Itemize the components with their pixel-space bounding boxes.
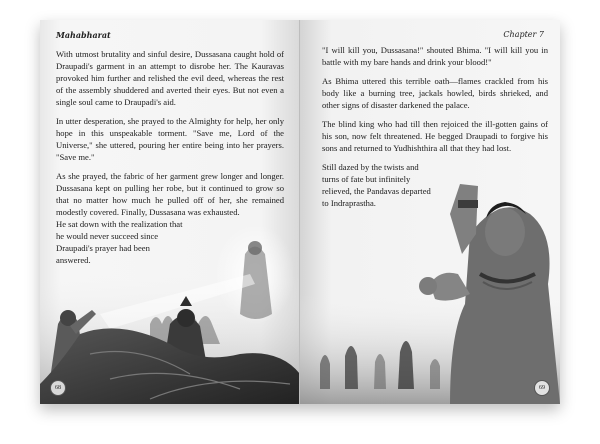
chapter-header: Chapter 7 — [503, 30, 544, 39]
bhima-oath-illustration — [300, 174, 560, 404]
page-number: 69 — [534, 380, 550, 396]
paragraph: "I will kill you, Dussasana!" shouted Bhima. "I will kill you in battle with my bare hands and drink your blood!" — [322, 45, 548, 67]
page-number: 68 — [50, 380, 66, 396]
text-line: Draupadi's prayer had been — [56, 243, 150, 253]
paragraph: The blind king who had till then rejoiced the ill-gotten gains of his son, now felt threatened. He begged Draupadi to forgive his sons and returned to Yudhishthira all that they had lost. — [322, 119, 548, 153]
text-line: He sat down with the realization that — [56, 219, 183, 229]
open-book — [40, 20, 560, 404]
paragraph: As she prayed, the fabric of her garment grew longer and longer. Dussasana kept on pulling her robe, but it continued to grow so that no matter how much he pulled off of her, she remained modestly covered. Finally, Dussasana was exhausted. — [56, 171, 284, 217]
paragraph: As Bhima uttered this terrible oath—flames crackled from his body like a burning tree, jackals howled, birds shrieked, and other signs of disaster darkened the palace. — [322, 76, 548, 110]
draupadi-disrobing-illustration — [40, 214, 300, 404]
book-title-header: Mahabharat — [56, 30, 111, 40]
right-page — [300, 20, 560, 404]
closing-paragraph: Still dazed by the twists and turns of fate but infinitely relieved, the Pandavas departed to Indraprastha. — [322, 162, 431, 208]
paragraph: In utter desperation, she prayed to the Almighty for help, her only hope in this unspeakable torment. "Save me, Lord of the Universe," she uttered, pouring her entire being into her prayers. "Save me." — [56, 116, 284, 162]
paragraph: With utmost brutality and sinful desire, Dussasana caught hold of Draupadi's garment in an attempt to disrobe her. The Kauravas provoked him further and relished the evil deed, whereas the rest of the assembly shuddered and averted their eyes. But not even a single soul came to Draupadi's aid. — [56, 49, 284, 107]
text-line: answered. — [56, 255, 91, 265]
left-page — [40, 20, 300, 404]
text-line: he would never succeed since — [56, 231, 159, 241]
